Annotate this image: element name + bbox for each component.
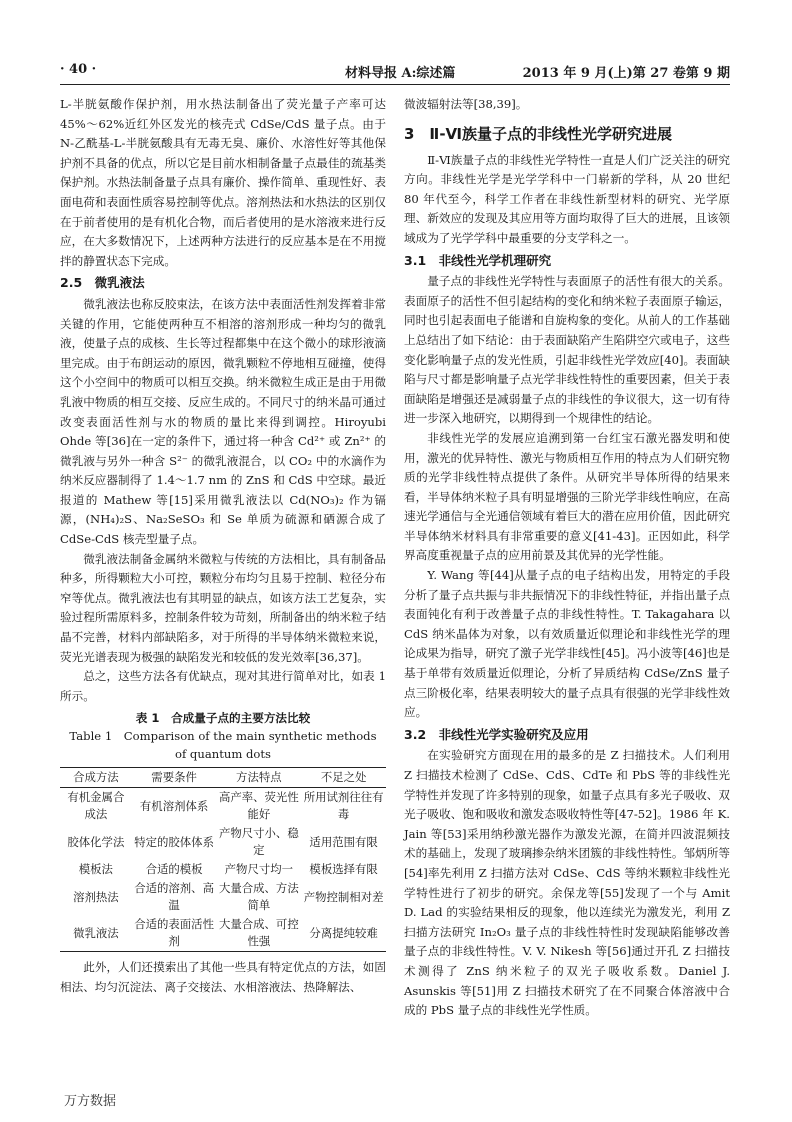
table-cell: 分离提纯较难 <box>301 915 386 952</box>
table-header-row <box>60 768 386 788</box>
paragraph: Y. Wang 等[44]从量子点的电子结构出发，用特定的手段分析了量子点共振与非共振情况下的非线性特征，并指出量子点表面钝化有利于改善量子点的非线性特性。T. Takagahara 以CdS 纳米晶体为对象，以有效质量近似理论和非线性光学的理论成果为指导，研究了激子光学非线性[45]。冯小波等[46]也是基于单带有效质量近似理论，分析了异质结构 CdSe/ZnS 量子点三阶极化率，结果表明较大的量子点具有很强的光学非线性效应。 <box>404 568 730 720</box>
paragraph: 总之，这些方法各有优缺点，现对其进行简单对比，如表 1 所示。 <box>60 669 386 703</box>
table-row <box>60 879 386 915</box>
column-header: 方法特点 <box>216 768 301 788</box>
watermark: 万方数据 <box>64 1094 117 1109</box>
section-heading-3: 3 Ⅱ-Ⅵ族量子点的非线性光学研究进展 <box>404 124 673 143</box>
issue-date: 2013 年 9 月(上)第 27 卷第 9 期 <box>522 66 730 81</box>
right-column <box>404 95 730 1021</box>
table-row <box>60 915 386 952</box>
page-header <box>60 60 730 82</box>
table-cell: 所用试剂往往有毒 <box>303 790 384 822</box>
paragraph: 微乳液法制备金属纳米微粒与传统的方法相比，具有制备品种多，所得颗粒大小可控，颗粒分布均匀且易于控制、粒径分布窄等优点。微乳液法也有其明显的缺点，如该方法工艺复杂，实验过程所需原料多，控制条件较为苛刻，所制备出的纳米粒子结晶不完善，材料内部缺陷多，对于所得的半导体纳米微粒来说，荧光光谱表现为极强的缺陷发光和较低的发光效率[36,37]。 <box>60 551 386 664</box>
table-cell: 产物控制相对差 <box>303 889 384 904</box>
table-cell: 有机溶剂体系 <box>139 798 209 813</box>
table-row <box>60 788 386 825</box>
paragraph: 在实验研究方面现在用的最多的是 Z 扫描技术。人们利用 Z 扫描技术检测了 CdSe、CdS、CdTe 和 PbS 等的非线性光学特性并发现了许多特别的现象，如量子点具有多光子吸收、双光子吸收、饱和吸收和激发态吸收特性等[47-52]。1986 年 K. Jain 等[53]采用纳秒激光器作为激发光源，在简并四波混频技术的基础上，发现了玻璃掺杂纳米团簇的非线性特性。邹炳所等[54]率先利用 Z 扫描方法对 CdSe、CdS 等纳米颗粒非线性光学特性进行了初步的研究。余保龙等[55]发现了一个与 Amit D. Lad 的实验结果相反的现象，他以连续光为激发光，利用 Z 扫描方法研究 In₂O₃ 量子点的非线性特性时发现缺陷能够改善量子点的非线性特性。V. V. Nikesh 等[56]通过开孔 Z 扫描技术测得了 ZnS 纳米粒子的双光子吸收系数。Daniel J. Asunskis 等[51]用 Z 扫描技术研究了在不同聚合体溶液中合成的 PbS 量子点的非线性光学性质。 <box>404 748 730 1018</box>
table-cell: 大量合成、可控性强 <box>216 915 301 952</box>
table-cell: 胶体化学法 <box>67 834 125 849</box>
paragraph: 微波辐射法等[38,39]。 <box>404 97 528 111</box>
page-number: · 40 · <box>60 62 97 77</box>
table-cell: 适用范围有限 <box>309 834 378 849</box>
paragraph: 非线性光学的发展应追溯到第一台红宝石激光器发明和使用，激光的优异特性、激光与物质相互作用的特点为人们研究物质的光学非线性特点提供了条件。从研究半导体所得的结果来看，半导体纳米粒子具有明显增强的三阶光学非线性响应，在高速光学通信与全光通信领域有着巨大的潜在应用价值，因此研究半导体纳米材料具有非常重要的意义[41-43]。正因如此，科学界高度重视量子点的应用前景及其优异的光学性能。 <box>404 430 730 563</box>
table-cell: 合适的溶剂、高温 <box>134 881 214 913</box>
paragraph: Ⅱ-Ⅵ族量子点的非线性光学特性一直是人们广泛关注的研究方向。非线性光学是光学学科中一门崭新的学科，从 20 世纪 80 年代至今，科学工作者在非线性新型材料的研究、光学原理、新效应的发现及其应用等方面均取得了巨大的进展，且该领域成为了光学学科中最重要的分支学科之一。 <box>404 152 730 245</box>
table-cell: 特定的胶体体系 <box>134 834 214 849</box>
table-cell: 大量合成、方法简单 <box>218 881 299 913</box>
journal-name: 材料导报 A:综述篇 <box>345 66 456 81</box>
table-cell: 高产率、荧光性能好 <box>218 790 299 822</box>
column-header: 不足之处 <box>301 768 386 788</box>
table-caption-en: Table 1 Comparison of the main synthetic methods <box>69 729 377 744</box>
table-row <box>60 824 386 860</box>
table-cell: 有机金属合成法 <box>67 790 125 822</box>
section-heading-2-5: 2.5 微乳液法 <box>60 275 145 291</box>
header-rule <box>60 84 730 85</box>
table-caption-cn: 表 1 合成量子点的主要方法比较 <box>135 711 311 726</box>
paragraph: L-半胱氨酸作保护剂，用水热法制备出了荧光量子产率可达 45%～62%近红外区发光的核壳式 CdSe/CdS 量子点。由于 N-乙酰基-L-半胱氨酸具有无毒无臭、廉价、水溶性好等其他保护剂不具备的优点，所以它是目前水相制备量子点最佳的巯基类保护剂。水热法制备量子点具有廉价、操作简单、重现性好、表面电荷和表面性质容易控制等优点。溶剂热法和水热法的区别仅在于前者使用的是有机化合物，而后者使用的是水溶液来进行反应，在大多数情况下，上述两种方法进行的反应基本是在不用搅拌的静置状态下完成。 <box>60 97 386 268</box>
section-heading-3-2: 3.2 非线性光学实验研究及应用 <box>404 726 589 742</box>
column-header: 合成方法 <box>60 768 132 788</box>
column-header: 需要条件 <box>132 768 217 788</box>
table-cell: 模板法 <box>78 862 113 877</box>
paragraph: 微乳液法也称反胶束法，在该方法中表面活性剂发挥着非常关键的作用，它能使两种互不相溶的溶剂形成一种均匀的微乳液，使量子点的成核、生长等过程都集中在这个微小的球形液滴里完成。由于布朗运动的原因，微乳颗粒不停地相互碰撞，使得这个小空间中的物质可以相互交换。纳米微粒生成正是由于用微乳液中物质的相互交接、反应生成的。不同尺寸的纳米晶可通过改变表面活性剂与水的物质的量比来得到调控。Hiroyubi Ohde 等[36]在一定的条件下，通过将一种含 Cd²⁺ 或 Zn²⁺ 的微乳液与另外一种含 S²⁻ 的微乳液混合，以 CO₂ 中的水滴作为纳米反应器制得了 1.4～1.7 nm 的 ZnS 和 CdS 中空球。最近报道的 Mathew 等[15]采用微乳液法以 Cd(NO₃)₂ 作为镉源，(NH₄)₂S、Na₂SeSO₃ 和 Se 单质为硫源和硒源合成了 CdSe-CdS 核壳型量子点。 <box>60 296 386 547</box>
left-column <box>60 95 386 998</box>
paragraph: 量子点的非线性光学特性与表面原子的活性有很大的关系。表面原子的活性不但引起结构的变化和纳米粒子表面原子输运，同时也引起表面电子能谱和自旋构象的变化。从前人的工作基础上总结出了如下结论：由于表面缺陷产生陷阱空穴或电子，这些变化影响量子点的发光性质，引起非线性光学效应[40]。表面缺陷与尺寸都是影响量子点光学非线性特性的重要因素，但关于表面缺陷是增强还是减弱量子点的非线性的争议很大，这一切有待进一步深入地研究，以期得到一个规律性的结论。 <box>404 274 730 426</box>
methods-comparison-table <box>60 767 386 952</box>
table-cell: 合适的表面活性剂 <box>132 915 217 952</box>
table-caption-en-2: of quantum dots <box>174 747 272 762</box>
section-heading-3-1: 3.1 非线性光学机理研究 <box>404 252 552 268</box>
table-cell: 模板选择有限 <box>309 862 378 877</box>
table-cell: 产物尺寸均一 <box>224 862 294 877</box>
table-cell: 合适的模板 <box>145 862 203 877</box>
table-cell: 微乳液法 <box>60 915 132 952</box>
paragraph: 此外，人们还摸索出了其他一些具有特定优点的方法，如固相法、均匀沉淀法、离子交接法、水相溶液法、热降解法、 <box>60 960 386 994</box>
table-cell: 产物尺寸小、稳定 <box>218 826 299 858</box>
table-row <box>60 860 386 879</box>
table-cell: 溶剂热法 <box>73 889 119 904</box>
